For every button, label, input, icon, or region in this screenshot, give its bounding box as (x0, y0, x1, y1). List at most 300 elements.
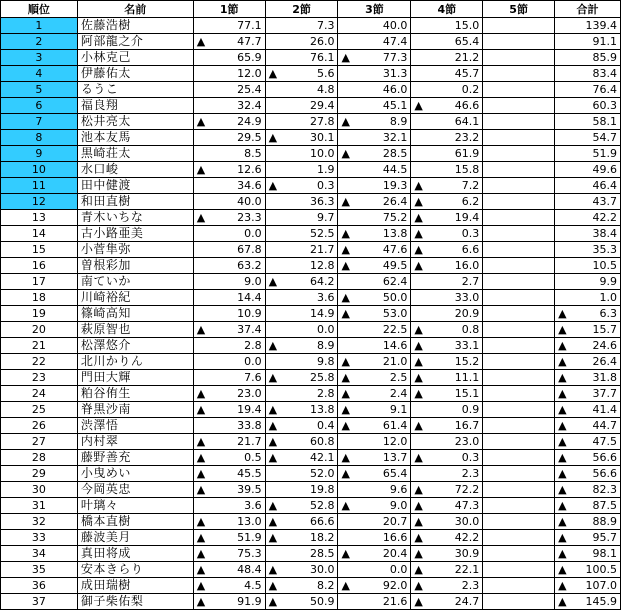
score-value: 75.3 (237, 547, 262, 560)
rank-cell: 34 (1, 546, 78, 562)
section-2-score-cell (265, 514, 338, 530)
section-4-score-cell: 45.7 (411, 66, 483, 82)
score-value: 45.5 (237, 467, 262, 480)
section-3-score-cell: 75.2 (338, 210, 411, 226)
score-value: 107.0 (585, 579, 617, 592)
section-1-score-cell (193, 546, 265, 562)
section-1-score-cell (193, 530, 265, 546)
table-row (1, 162, 621, 178)
table-row (1, 114, 621, 130)
section-4-score-cell (411, 594, 483, 610)
section-5-score-cell (483, 226, 555, 242)
section-3-score-cell: 32.1 (338, 130, 411, 146)
negative-marker-icon: ▲ (196, 35, 206, 48)
section-2-score-cell: 27.8 (265, 114, 338, 130)
section-3-score-cell (338, 242, 411, 258)
negative-marker-icon: ▲ (196, 403, 206, 416)
player-name-cell: 松井亮太 (77, 114, 193, 130)
negative-marker-icon: ▲ (414, 99, 423, 112)
score-value: 33.1 (454, 339, 480, 352)
section-5-score-cell (483, 18, 555, 34)
total-score-cell: 85.9 (555, 50, 621, 66)
total-score-cell (555, 402, 621, 418)
player-name-cell: 川崎裕紀 (77, 290, 193, 306)
section-3-score-cell: 9.6 (338, 482, 411, 498)
section-1-score-cell: 3.6 (193, 498, 265, 514)
rank-cell: 32 (1, 514, 78, 530)
section-1-score-cell: 33.8 (193, 418, 265, 434)
table-row (1, 66, 621, 82)
negative-marker-icon: ▲ (414, 259, 423, 272)
score-value: 19.4 (237, 403, 262, 416)
score-value: 30.0 (309, 563, 335, 576)
total-score-cell (555, 466, 621, 482)
negative-marker-icon: ▲ (196, 115, 206, 128)
section-5-score-cell (483, 274, 555, 290)
rank-cell: 24 (1, 386, 78, 402)
section-3-score-cell: 40.0 (338, 18, 411, 34)
negative-marker-icon: ▲ (414, 419, 423, 432)
negative-marker-icon: ▲ (414, 515, 423, 528)
negative-marker-icon: ▲ (196, 547, 206, 560)
rank-cell: 16 (1, 258, 78, 274)
section-3-score-cell (338, 402, 411, 418)
score-value: 42.2 (454, 531, 480, 544)
score-value: 51.9 (237, 531, 262, 544)
section-1-score-cell (193, 322, 265, 338)
section-4-score-cell: 21.2 (411, 50, 483, 66)
negative-marker-icon: ▲ (341, 195, 350, 208)
player-name-cell: 伊藤佑太 (77, 66, 193, 82)
section-2-score-cell: 9.7 (265, 210, 338, 226)
section-3-score-cell (338, 418, 411, 434)
section-4-score-cell (411, 498, 483, 514)
table-row (1, 258, 621, 274)
score-value: 13.0 (237, 515, 262, 528)
section-4-score-cell (411, 98, 483, 114)
section-5-score-cell (483, 210, 555, 226)
negative-marker-icon: ▲ (341, 115, 350, 128)
player-name-cell: 南ていか (77, 274, 193, 290)
section-3-score-cell (338, 306, 411, 322)
section-3-score-cell (338, 354, 411, 370)
table-row (1, 370, 621, 386)
score-value: 6.6 (461, 243, 480, 256)
section-4-score-cell: 23.0 (411, 434, 483, 450)
section-2-score-cell (265, 178, 338, 194)
section-1-score-cell (193, 402, 265, 418)
score-value: 82.3 (592, 483, 617, 496)
score-value: 37.4 (237, 323, 262, 336)
score-value: 2.5 (389, 371, 408, 384)
section-4-score-cell (411, 530, 483, 546)
table-row (1, 514, 621, 530)
player-name-cell: 脊黒沙南 (77, 402, 193, 418)
section-5-score-cell (483, 258, 555, 274)
score-value: 47.7 (237, 35, 262, 48)
header-rank: 順位 (1, 1, 78, 18)
rank-cell: 22 (1, 354, 78, 370)
section-2-score-cell: 10.0 (265, 146, 338, 162)
table-row (1, 178, 621, 194)
section-1-score-cell (193, 466, 265, 482)
negative-marker-icon: ▲ (558, 579, 567, 592)
player-name-cell: 橋本直樹 (77, 514, 193, 530)
section-5-score-cell (483, 370, 555, 386)
section-5-score-cell (483, 50, 555, 66)
score-value: 47.5 (592, 435, 617, 448)
score-value: 4.5 (244, 579, 262, 592)
section-3-score-cell (338, 226, 411, 242)
section-5-score-cell (483, 114, 555, 130)
total-score-cell (555, 482, 621, 498)
section-5-score-cell (483, 594, 555, 610)
score-value: 47.3 (454, 499, 480, 512)
player-name-cell: 御子柴佑梨 (77, 594, 193, 610)
section-2-score-cell: 26.0 (265, 34, 338, 50)
section-5-score-cell (483, 306, 555, 322)
negative-marker-icon: ▲ (341, 579, 350, 592)
rank-cell: 36 (1, 578, 78, 594)
table-row (1, 130, 621, 146)
section-4-score-cell (411, 386, 483, 402)
negative-marker-icon: ▲ (558, 307, 567, 320)
score-value: 8.2 (316, 579, 335, 592)
score-value: 50.9 (309, 595, 335, 608)
player-name-cell: 今岡英忠 (77, 482, 193, 498)
negative-marker-icon: ▲ (558, 323, 567, 336)
total-score-cell (555, 562, 621, 578)
section-5-score-cell (483, 578, 555, 594)
table-row (1, 434, 621, 450)
section-4-score-cell (411, 210, 483, 226)
score-value: 92.0 (382, 579, 408, 592)
section-2-score-cell: 0.0 (265, 322, 338, 338)
negative-marker-icon: ▲ (268, 451, 278, 464)
negative-marker-icon: ▲ (558, 339, 567, 352)
negative-marker-icon: ▲ (558, 595, 567, 608)
section-1-score-cell: 25.4 (193, 82, 265, 98)
section-3-score-cell (338, 370, 411, 386)
section-3-score-cell (338, 578, 411, 594)
total-score-cell (555, 498, 621, 514)
rank-cell: 12 (1, 194, 78, 210)
table-row (1, 146, 621, 162)
negative-marker-icon: ▲ (268, 419, 278, 432)
negative-marker-icon: ▲ (414, 547, 423, 560)
section-3-score-cell (338, 546, 411, 562)
player-name-cell: 小林克己 (77, 50, 193, 66)
section-2-score-cell: 28.5 (265, 546, 338, 562)
rank-cell: 18 (1, 290, 78, 306)
player-name-cell: 叶璃々 (77, 498, 193, 514)
section-3-score-cell: 45.1 (338, 98, 411, 114)
section-4-score-cell (411, 370, 483, 386)
section-5-score-cell (483, 290, 555, 306)
section-5-score-cell (483, 34, 555, 50)
negative-marker-icon: ▲ (558, 371, 567, 384)
table-row (1, 242, 621, 258)
table-row (1, 530, 621, 546)
player-name-cell: 田中健渡 (77, 178, 193, 194)
section-1-score-cell (193, 514, 265, 530)
section-2-score-cell: 29.4 (265, 98, 338, 114)
rank-cell: 11 (1, 178, 78, 194)
negative-marker-icon: ▲ (268, 179, 278, 192)
table-row (1, 354, 621, 370)
negative-marker-icon: ▲ (414, 243, 423, 256)
section-4-score-cell (411, 418, 483, 434)
rank-cell: 7 (1, 114, 78, 130)
rank-cell: 10 (1, 162, 78, 178)
section-2-score-cell: 12.8 (265, 258, 338, 274)
rank-cell: 20 (1, 322, 78, 338)
rank-cell: 33 (1, 530, 78, 546)
section-4-score-cell: 0.9 (411, 402, 483, 418)
player-name-cell: 内村翠 (77, 434, 193, 450)
section-2-score-cell: 36.3 (265, 194, 338, 210)
negative-marker-icon: ▲ (268, 67, 278, 80)
section-2-score-cell (265, 594, 338, 610)
score-value: 30.9 (454, 547, 480, 560)
section-4-score-cell: 65.4 (411, 34, 483, 50)
player-name-cell: 真田将成 (77, 546, 193, 562)
total-score-cell: 43.7 (555, 194, 621, 210)
negative-marker-icon: ▲ (414, 371, 423, 384)
player-name-cell: 黒崎荘太 (77, 146, 193, 162)
section-3-score-cell: 0.0 (338, 562, 411, 578)
rank-cell: 3 (1, 50, 78, 66)
section-5-score-cell (483, 354, 555, 370)
table-row (1, 290, 621, 306)
score-value: 15.1 (454, 387, 480, 400)
section-2-score-cell: 21.7 (265, 242, 338, 258)
section-1-score-cell: 63.2 (193, 258, 265, 274)
score-value: 60.8 (309, 435, 335, 448)
score-value: 24.7 (454, 595, 480, 608)
section-3-score-cell: 22.5 (338, 322, 411, 338)
score-value: 23.0 (237, 387, 262, 400)
negative-marker-icon: ▲ (414, 499, 423, 512)
section-4-score-cell (411, 194, 483, 210)
table-row (1, 594, 621, 610)
section-1-score-cell: 29.5 (193, 130, 265, 146)
section-2-score-cell (265, 274, 338, 290)
score-value: 100.5 (585, 563, 617, 576)
total-score-cell (555, 386, 621, 402)
rank-cell: 27 (1, 434, 78, 450)
score-value: 31.8 (592, 371, 617, 384)
section-4-score-cell: 2.7 (411, 274, 483, 290)
section-5-score-cell (483, 194, 555, 210)
section-3-score-cell (338, 290, 411, 306)
rank-cell: 15 (1, 242, 78, 258)
negative-marker-icon: ▲ (341, 451, 350, 464)
section-2-score-cell (265, 402, 338, 418)
score-value: 49.5 (382, 259, 408, 272)
section-5-score-cell (483, 98, 555, 114)
table-row (1, 562, 621, 578)
section-2-score-cell: 1.9 (265, 162, 338, 178)
score-value: 0.8 (461, 323, 480, 336)
negative-marker-icon: ▲ (414, 595, 423, 608)
section-1-score-cell (193, 578, 265, 594)
score-value: 66.6 (309, 515, 335, 528)
negative-marker-icon: ▲ (268, 515, 278, 528)
section-2-score-cell: 2.8 (265, 386, 338, 402)
section-2-score-cell (265, 66, 338, 82)
section-4-score-cell: 15.8 (411, 162, 483, 178)
score-value: 9.1 (389, 403, 408, 416)
table-row (1, 306, 621, 322)
total-score-cell: 35.3 (555, 242, 621, 258)
section-5-score-cell (483, 418, 555, 434)
total-score-cell: 38.4 (555, 226, 621, 242)
rank-cell: 25 (1, 402, 78, 418)
negative-marker-icon: ▲ (268, 595, 278, 608)
section-3-score-cell (338, 146, 411, 162)
total-score-cell (555, 354, 621, 370)
section-4-score-cell: 33.0 (411, 290, 483, 306)
section-2-score-cell (265, 498, 338, 514)
score-value: 64.2 (309, 275, 335, 288)
negative-marker-icon: ▲ (268, 579, 278, 592)
section-2-score-cell: 76.1 (265, 50, 338, 66)
rank-cell: 31 (1, 498, 78, 514)
player-name-cell: 曽根彩加 (77, 258, 193, 274)
section-5-score-cell (483, 450, 555, 466)
rank-cell: 2 (1, 34, 78, 50)
score-value: 30.1 (309, 131, 335, 144)
player-name-cell: 古小路亜美 (77, 226, 193, 242)
section-4-score-cell: 23.2 (411, 130, 483, 146)
section-1-score-cell (193, 482, 265, 498)
section-2-score-cell: 14.9 (265, 306, 338, 322)
table-row (1, 338, 621, 354)
total-score-cell: 42.2 (555, 210, 621, 226)
score-value: 91.9 (237, 595, 262, 608)
section-3-score-cell (338, 386, 411, 402)
table-row (1, 402, 621, 418)
section-2-score-cell (265, 434, 338, 450)
total-score-cell (555, 530, 621, 546)
section-3-score-cell (338, 498, 411, 514)
rank-cell: 19 (1, 306, 78, 322)
negative-marker-icon: ▲ (558, 467, 567, 480)
section-1-score-cell: 0.0 (193, 226, 265, 242)
score-value: 25.8 (309, 371, 335, 384)
player-name-cell: 門田大輝 (77, 370, 193, 386)
section-2-score-cell: 3.6 (265, 290, 338, 306)
table-row (1, 498, 621, 514)
total-score-cell: 60.3 (555, 98, 621, 114)
negative-marker-icon: ▲ (414, 339, 423, 352)
total-score-cell: 83.4 (555, 66, 621, 82)
score-value: 9.0 (389, 499, 408, 512)
section-5-score-cell (483, 242, 555, 258)
negative-marker-icon: ▲ (268, 131, 278, 144)
section-1-score-cell: 0.0 (193, 354, 265, 370)
total-score-cell: 76.4 (555, 82, 621, 98)
score-value: 26.4 (382, 195, 408, 208)
section-5-score-cell (483, 82, 555, 98)
rank-cell: 29 (1, 466, 78, 482)
section-5-score-cell (483, 386, 555, 402)
section-1-score-cell (193, 386, 265, 402)
negative-marker-icon: ▲ (558, 515, 567, 528)
negative-marker-icon: ▲ (414, 563, 423, 576)
negative-marker-icon: ▲ (341, 243, 350, 256)
section-1-score-cell: 9.0 (193, 274, 265, 290)
table-row (1, 98, 621, 114)
player-name-cell: 安本きらり (77, 562, 193, 578)
score-value: 12.6 (237, 163, 262, 176)
negative-marker-icon: ▲ (341, 467, 350, 480)
score-value: 23.3 (237, 211, 262, 224)
section-1-score-cell: 67.8 (193, 242, 265, 258)
rank-cell: 37 (1, 594, 78, 610)
section-1-score-cell (193, 114, 265, 130)
rank-cell: 17 (1, 274, 78, 290)
section-1-score-cell: 10.9 (193, 306, 265, 322)
section-1-score-cell (193, 210, 265, 226)
negative-marker-icon: ▲ (268, 435, 278, 448)
negative-marker-icon: ▲ (414, 211, 423, 224)
section-2-score-cell (265, 418, 338, 434)
score-value: 6.3 (599, 307, 617, 320)
section-4-score-cell (411, 482, 483, 498)
section-4-score-cell (411, 226, 483, 242)
rank-cell: 23 (1, 370, 78, 386)
section-5-score-cell (483, 146, 555, 162)
score-value: 21.7 (237, 435, 262, 448)
negative-marker-icon: ▲ (414, 387, 423, 400)
negative-marker-icon: ▲ (414, 483, 423, 496)
total-score-cell: 10.5 (555, 258, 621, 274)
total-score-cell (555, 370, 621, 386)
section-1-score-cell (193, 594, 265, 610)
section-4-score-cell: 15.0 (411, 18, 483, 34)
table-row (1, 418, 621, 434)
score-value: 46.6 (454, 99, 480, 112)
score-value: 15.2 (454, 355, 480, 368)
rank-cell: 28 (1, 450, 78, 466)
section-4-score-cell: 64.1 (411, 114, 483, 130)
negative-marker-icon: ▲ (196, 211, 206, 224)
negative-marker-icon: ▲ (414, 451, 423, 464)
negative-marker-icon: ▲ (341, 227, 350, 240)
section-3-score-cell: 47.4 (338, 34, 411, 50)
section-5-score-cell (483, 66, 555, 82)
total-score-cell (555, 418, 621, 434)
player-name-cell: 和田直樹 (77, 194, 193, 210)
total-score-cell (555, 514, 621, 530)
negative-marker-icon: ▲ (414, 195, 423, 208)
negative-marker-icon: ▲ (341, 147, 350, 160)
section-4-score-cell (411, 562, 483, 578)
section-3-score-cell: 21.6 (338, 594, 411, 610)
player-name-cell: 阿部龍之介 (77, 34, 193, 50)
score-value: 44.7 (592, 419, 617, 432)
negative-marker-icon: ▲ (196, 451, 206, 464)
score-value: 77.3 (382, 51, 408, 64)
score-value: 13.8 (382, 227, 408, 240)
section-2-score-cell (265, 370, 338, 386)
section-2-score-cell: 7.3 (265, 18, 338, 34)
score-value: 16.7 (454, 419, 480, 432)
section-1-score-cell (193, 34, 265, 50)
player-name-cell: 福良翔 (77, 98, 193, 114)
